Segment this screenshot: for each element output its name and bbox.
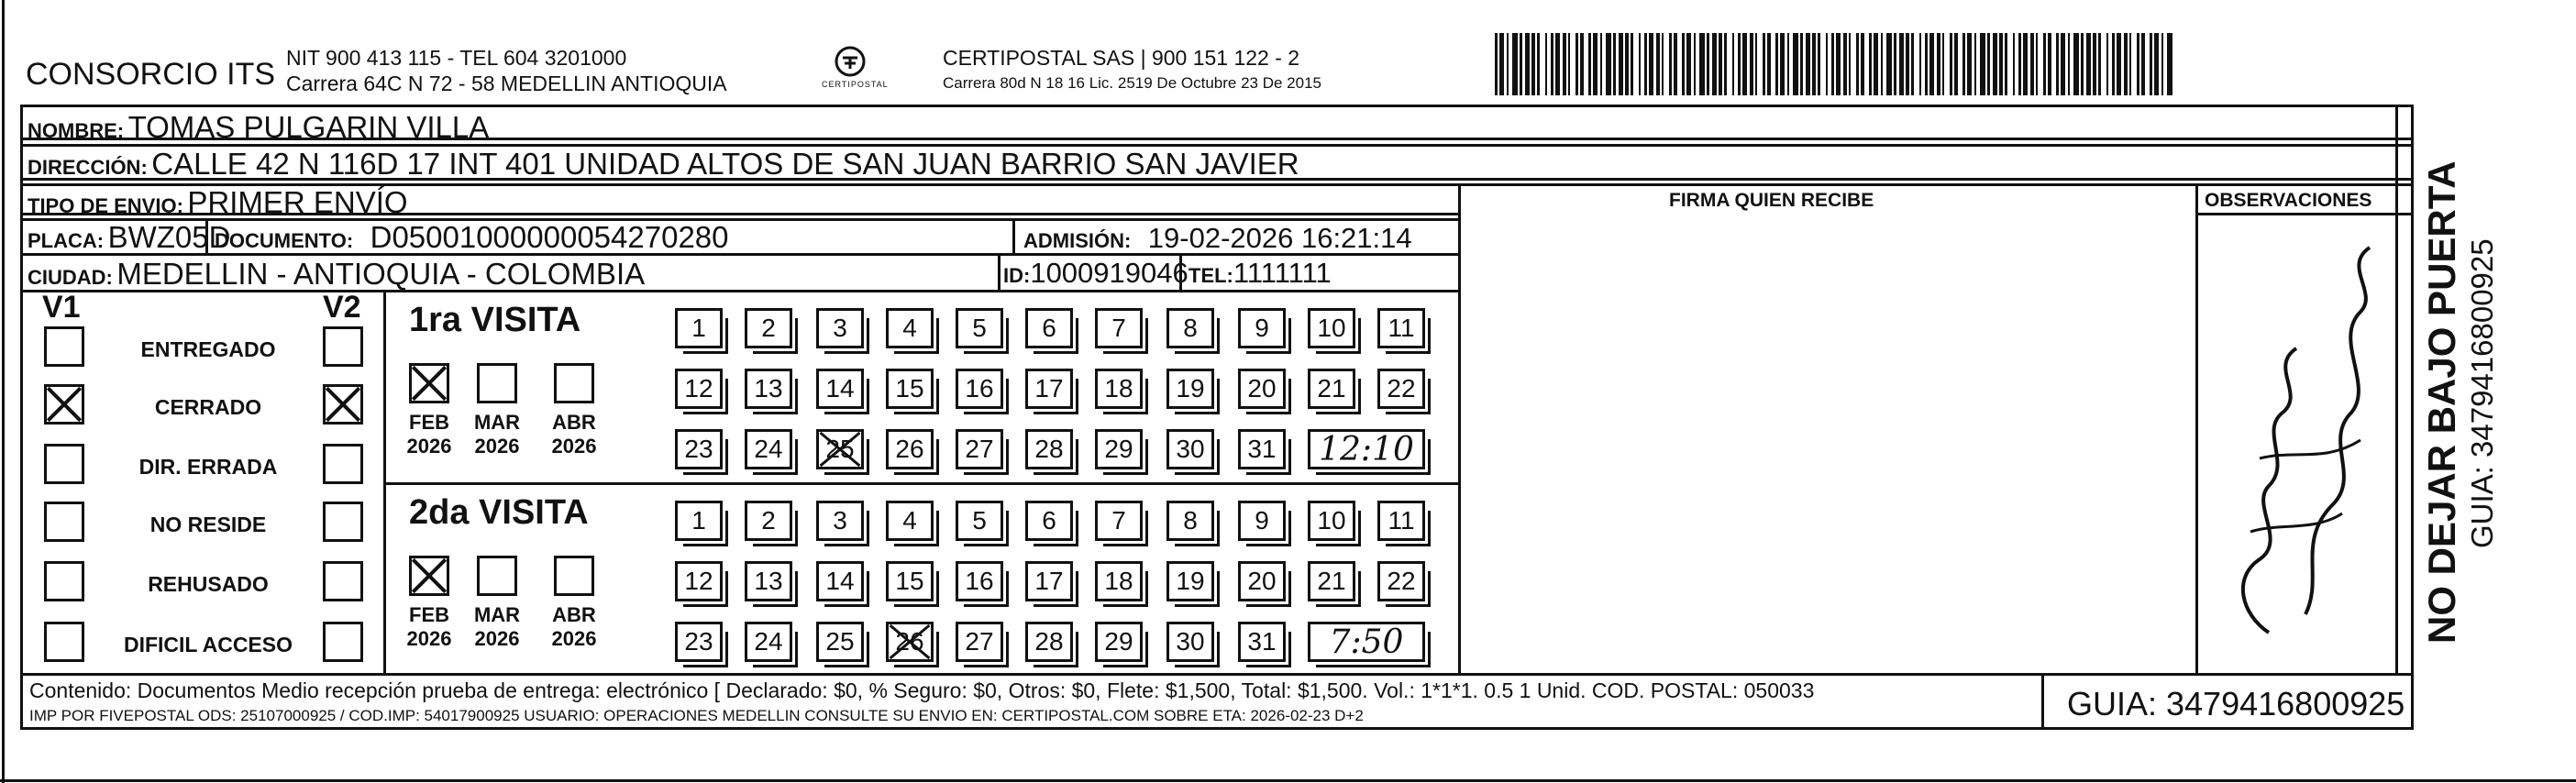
- month-label: ABR 2026: [551, 603, 597, 651]
- v2-checkbox[interactable]: [323, 561, 363, 601]
- day-cell[interactable]: 27: [956, 622, 1003, 662]
- admission-value: 19-02-2026 16:21:14: [1147, 222, 1412, 254]
- day-cell[interactable]: 17: [1025, 369, 1073, 409]
- day-cell[interactable]: 12: [675, 561, 723, 601]
- day-cell[interactable]: 13: [745, 561, 792, 601]
- day-cell[interactable]: 14: [816, 369, 864, 409]
- day-cell[interactable]: 6: [1025, 308, 1073, 348]
- day-cell[interactable]: 20: [1238, 561, 1286, 601]
- day-cell[interactable]: 14: [816, 561, 864, 601]
- day-cell[interactable]: 21: [1308, 561, 1355, 601]
- day-cell[interactable]: 7: [1095, 501, 1143, 541]
- day-cell[interactable]: 3: [816, 501, 864, 541]
- day-cell[interactable]: 25: [816, 429, 864, 469]
- shipment-type: PRIMER ENVÍO: [187, 185, 408, 219]
- v1-checkbox[interactable]: [44, 444, 84, 484]
- day-cell[interactable]: 26: [886, 622, 934, 662]
- month-checkbox[interactable]: [554, 363, 594, 403]
- company-address: Carrera 64C N 72 - 58 MEDELLIN ANTIOQUIA: [286, 72, 727, 95]
- logo-caption: CERTIPOSTAL: [822, 80, 889, 89]
- month-label: FEB 2026: [406, 603, 452, 651]
- id-value: 1000919046: [1030, 257, 1188, 289]
- tel-value: 1111111: [1233, 257, 1332, 289]
- day-cell[interactable]: 28: [1025, 622, 1073, 662]
- month-checkbox[interactable]: [409, 556, 449, 596]
- status-label: REHUSADO: [148, 572, 269, 596]
- document-value: D05001000000054270280: [370, 220, 729, 254]
- day-cell[interactable]: 10: [1308, 501, 1355, 541]
- day-cell[interactable]: 30: [1166, 429, 1214, 469]
- day-cell[interactable]: 4: [886, 308, 934, 348]
- day-cell[interactable]: 4: [886, 501, 934, 541]
- footer-guia: GUIA: 3479416800925: [2067, 685, 2405, 722]
- visit-title: 1ra VISITA: [409, 301, 581, 339]
- signature-header: FIRMA QUIEN RECIBE: [1669, 190, 1874, 211]
- recipient-name: TOMAS PULGARIN VILLA: [127, 110, 490, 144]
- visit-time: 7:50: [1308, 622, 1425, 662]
- address-label: DIRECCIÓN:: [28, 156, 148, 179]
- status-label: NO RESIDE: [149, 513, 267, 536]
- city-value: MEDELLIN - ANTIOQUIA - COLOMBIA: [116, 257, 646, 291]
- day-cell[interactable]: 9: [1238, 501, 1286, 541]
- day-cell[interactable]: 3: [816, 308, 864, 348]
- day-cell[interactable]: 19: [1166, 369, 1214, 409]
- month-checkbox[interactable]: [477, 363, 517, 403]
- barcode: [1495, 33, 2178, 95]
- v2-checkbox[interactable]: [323, 502, 363, 542]
- day-cell[interactable]: 22: [1377, 369, 1425, 409]
- imp-line: IMP POR FIVEPOSTAL ODS: 25107000925 / COD.IMP: 54017900925 USUARIO: OPERACIONES MEDELLIN CONSULTE SU ENVIO EN: CERTIPOSTAL.COM SOBRE ETA: 2026-02-23 D+2: [29, 707, 1364, 724]
- day-cell[interactable]: 7: [1095, 308, 1143, 348]
- content-line: Contenido: Documentos Medio recepción prueba de entrega: electrónico [ Declarado: $0, % Seguro: $0, Otros: $0, Flete: $1,500, Total: $1,500. Vol.: 1*1*1. 0.5 1 Unid. COD. POSTAL: 050033: [29, 678, 1815, 702]
- day-cell[interactable]: 9: [1238, 308, 1286, 348]
- day-cell[interactable]: 23: [675, 622, 723, 662]
- v1-label: V1: [42, 290, 81, 325]
- month-label: MAR 2026: [473, 603, 521, 651]
- day-cell[interactable]: 5: [956, 501, 1003, 541]
- day-cell[interactable]: 15: [886, 369, 934, 409]
- day-cell[interactable]: 21: [1308, 369, 1355, 409]
- v1-checkbox[interactable]: [44, 502, 84, 542]
- v1-checkbox[interactable]: [44, 561, 84, 601]
- day-cell[interactable]: 30: [1166, 622, 1214, 662]
- day-cell[interactable]: 20: [1238, 369, 1286, 409]
- month-label: ABR 2026: [551, 411, 597, 458]
- name-label: NOMBRE:: [28, 119, 125, 142]
- v1-checkbox[interactable]: [44, 384, 84, 425]
- day-cell[interactable]: 19: [1166, 561, 1214, 601]
- day-cell[interactable]: 1: [675, 501, 723, 541]
- plate-label: PLACA:: [28, 229, 105, 252]
- status-label: CERRADO: [154, 395, 262, 419]
- v1-checkbox[interactable]: [44, 326, 84, 367]
- month-checkbox[interactable]: [477, 556, 517, 596]
- day-cell[interactable]: 18: [1095, 369, 1143, 409]
- day-cell[interactable]: 12: [675, 369, 723, 409]
- status-label: DIFICIL ACCESO: [123, 633, 293, 656]
- carrier-name: CERTIPOSTAL SAS | 900 151 122 - 2: [943, 46, 1300, 70]
- day-cell[interactable]: 2: [745, 308, 792, 348]
- observations-signature: [2205, 229, 2388, 660]
- certipostal-logo-icon: [833, 44, 868, 79]
- day-cell[interactable]: 5: [956, 308, 1003, 348]
- day-cell[interactable]: 10: [1308, 308, 1355, 348]
- plate-value: BWZ05D: [107, 220, 231, 254]
- visit-title: 2da VISITA: [409, 493, 589, 532]
- day-cell[interactable]: 8: [1166, 308, 1214, 348]
- company-nit: NIT 900 413 115 - TEL 604 3201000: [286, 46, 627, 70]
- day-cell[interactable]: 24: [745, 429, 792, 469]
- day-cell[interactable]: 8: [1166, 501, 1214, 541]
- day-cell[interactable]: 29: [1095, 429, 1143, 469]
- company-name: CONSORCIO ITS: [26, 57, 276, 92]
- v2-checkbox[interactable]: [323, 444, 363, 484]
- status-label: DIR. ERRADA: [138, 455, 278, 479]
- visit-time: 12:10: [1308, 429, 1425, 469]
- document-label: DOCUMENTO:: [215, 229, 354, 252]
- day-cell[interactable]: 6: [1025, 501, 1073, 541]
- day-cell[interactable]: 24: [745, 622, 792, 662]
- day-cell[interactable]: 27: [956, 429, 1003, 469]
- v2-checkbox[interactable]: [323, 622, 363, 662]
- day-cell[interactable]: 11: [1377, 501, 1425, 541]
- day-cell[interactable]: 25: [816, 622, 864, 662]
- day-cell[interactable]: 31: [1238, 429, 1286, 469]
- day-cell[interactable]: 2: [745, 501, 792, 541]
- id-label: ID:: [1003, 264, 1031, 287]
- day-cell[interactable]: 15: [886, 561, 934, 601]
- day-cell[interactable]: 26: [886, 429, 934, 469]
- day-cell[interactable]: 23: [675, 429, 723, 469]
- month-checkbox[interactable]: [409, 363, 449, 403]
- month-checkbox[interactable]: [554, 556, 594, 596]
- observations-header: OBSERVACIONES: [2205, 190, 2372, 211]
- day-cell[interactable]: 17: [1025, 561, 1073, 601]
- day-cell[interactable]: 22: [1377, 561, 1425, 601]
- v2-checkbox[interactable]: [323, 326, 363, 367]
- month-label: MAR 2026: [473, 411, 521, 458]
- day-cell[interactable]: 29: [1095, 622, 1143, 662]
- side-guia: GUIA: 3479416800925: [2465, 238, 2499, 548]
- day-cell[interactable]: 28: [1025, 429, 1073, 469]
- day-cell[interactable]: 11: [1377, 308, 1425, 348]
- day-cell[interactable]: 31: [1238, 622, 1286, 662]
- type-label: TIPO DE ENVIO:: [28, 194, 183, 217]
- no-dejar-bajo-puerta: NO DEJAR BAJO PUERTA: [2420, 160, 2463, 644]
- recipient-address: CALLE 42 N 116D 17 INT 401 UNIDAD ALTOS DE SAN JUAN BARRIO SAN JAVIER: [151, 147, 1299, 181]
- month-label: FEB 2026: [406, 411, 452, 458]
- status-label: ENTREGADO: [140, 337, 276, 361]
- v2-checkbox[interactable]: [323, 384, 363, 425]
- city-label: CIUDAD:: [28, 266, 113, 289]
- day-cell[interactable]: 16: [956, 561, 1003, 601]
- v2-label: V2: [323, 290, 361, 325]
- day-cell[interactable]: 1: [675, 308, 723, 348]
- admission-label: ADMISIÓN:: [1023, 229, 1132, 252]
- day-cell[interactable]: 18: [1095, 561, 1143, 601]
- side-text: [2414, 103, 2524, 653]
- v1-checkbox[interactable]: [44, 622, 84, 662]
- day-cell[interactable]: 13: [745, 369, 792, 409]
- carrier-license: Carrera 80d N 18 16 Lic. 2519 De Octubre 23 De 2015: [943, 74, 1321, 92]
- day-cell[interactable]: 16: [956, 369, 1003, 409]
- tel-label: TEL:: [1188, 264, 1233, 287]
